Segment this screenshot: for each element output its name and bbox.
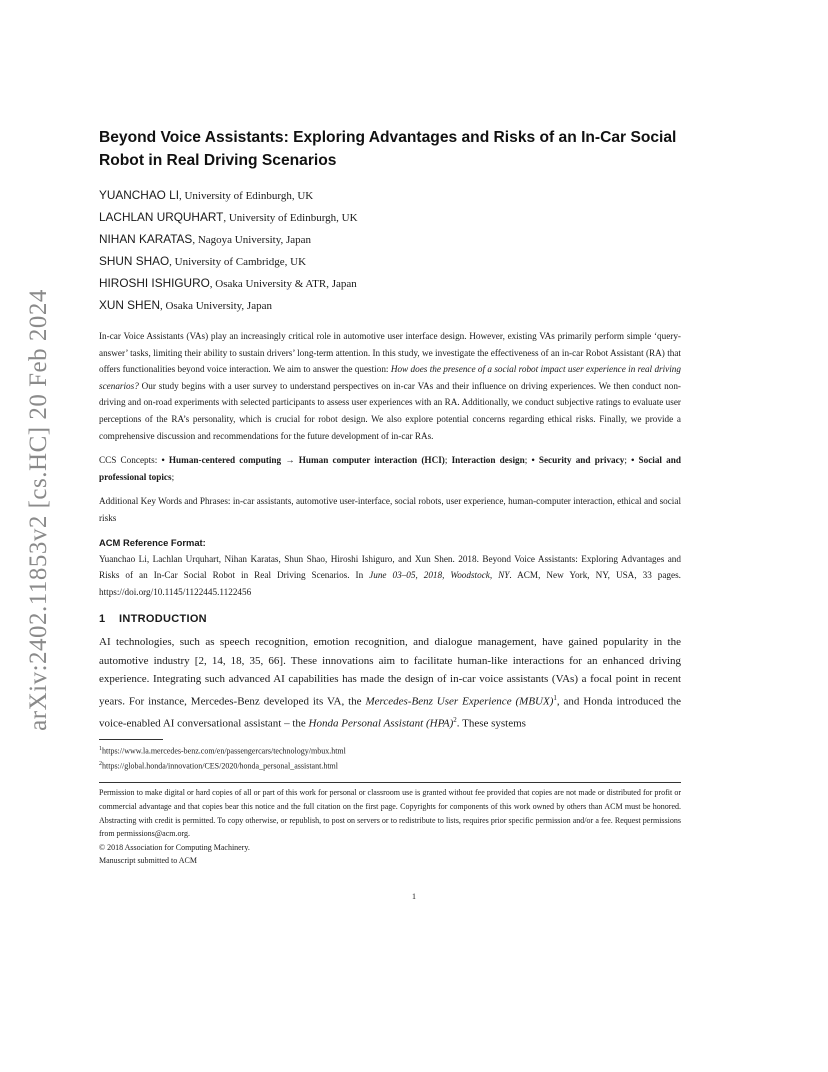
author-name: HIROSHI ISHIGURO [99, 276, 210, 290]
acm-reference-heading: ACM Reference Format: [99, 536, 206, 548]
ccs-item: • Human-centered computing → Human computer interaction (HCI) [161, 455, 445, 466]
footnote-link[interactable]: https://www.la.mercedes-benz.com/en/passengercars/technology/mbux.html [102, 746, 346, 756]
footnote-mark[interactable]: 1 [553, 693, 557, 702]
page-number: 1 [412, 892, 416, 901]
author-list [99, 184, 681, 316]
section-heading [99, 610, 681, 628]
ccs-separator: ; [171, 471, 175, 482]
ccs-item: Interaction design [451, 455, 525, 466]
ccs-separator: ; [624, 455, 632, 466]
author-name: YUANCHAO LI [99, 188, 179, 202]
author-entry: XUN SHEN, Osaka University, Japan [99, 298, 272, 312]
permission-notice [99, 782, 681, 868]
hpa-term: Honda Personal Assistant (HPA) [308, 717, 454, 730]
footnote-mark[interactable]: 2 [453, 715, 457, 724]
author-name: LACHLAN URQUHART [99, 210, 224, 224]
author-affiliation: Nagoya University, Japan [197, 234, 312, 246]
author-entry: NIHAN KARATAS, Nagoya University, Japan [99, 232, 312, 246]
section-title: INTRODUCTION [119, 613, 207, 626]
footnote-number: 2 [99, 760, 102, 767]
author-entry: HIROSHI ISHIGURO, Osaka University & ATR, Japan [99, 276, 357, 290]
ccs-item: • Security and privacy [531, 455, 625, 466]
intro-paragraph [99, 633, 681, 733]
footnote [99, 743, 681, 758]
acm-venue: June 03–05, 2018, Woodstock, NY [369, 570, 510, 581]
permission-text: Permission to make digital or hard copies of all or part of this work for personal or classroom use is granted without fee provided that copies are not made or distributed for profit or commercial advantage and that copies bear this notice and the full citation on the first page. Copyrights for components of this work owned by others than ACM must be honored. Abstracting with credit is permitted. To copy otherwise, or republish, to post on servers or to redistribute to lists, requires prior specific permission and/or a fee. Request permissions from permissions@acm.org. [99, 788, 681, 839]
paper-page [99, 126, 681, 868]
intro-text: . These systems [456, 717, 526, 730]
intro-text: , and Honda introduced the voice-enabled AI conversational assistant – the [99, 695, 681, 730]
abstract-text: Our study begins with a user survey to understand perspectives on in-car VAs and their influence on driving experiences. We then conduct non-driving and on-road experiments with selected participants to assess user experiences with an RA. Additionally, we conduct subjective ratings to evaluate user perceptions of the RA’s personality, which is crucial for robot design. We also explore potential concerns regarding ethical risks. Finally, we provide a comprehensive discussion and recommendations for the future development of in-car RAs. [99, 380, 681, 441]
arxiv-stamp [14, 290, 64, 730]
ccs-separator: ; [444, 455, 452, 466]
author-affiliation: University of Cambridge, UK [174, 256, 307, 268]
author-affiliation: University of Edinburgh, UK [228, 212, 358, 224]
author-affiliation: University of Edinburgh, UK [184, 190, 314, 202]
acm-reference-text: Yuanchao Li, Lachlan Urquhart, Nihan Karatas, Shun Shao, Hiroshi Ishiguro, and Xun Shen. 2018. Beyond Voice Assistants: Exploring Advantages and Risks of an In-Car Social Robot in Real Driving Scenarios. In [99, 553, 681, 581]
mbux-term: Mercedes-Benz User Experience (MBUX) [365, 695, 554, 708]
abstract-text: In-car Voice Assistants (VAs) play an increasingly critical role in automotive user interface design. However, existing VAs primarily perform simple ‘query-answer’ tasks, limiting their ability to sustain drivers’ long-term attention. In this study, we investigate the effectiveness of an in-car Robot Assistant (RA) that offers functionalities beyond voice interaction. We aim to answer the question: [99, 331, 681, 375]
author-entry: LACHLAN URQUHART, University of Edinburgh, UK [99, 210, 358, 224]
keywords: Additional Key Words and Phrases: in-car assistants, automotive user-interface, social robots, user experience, human-computer interaction, ethical and social risks [99, 496, 681, 523]
acm-reference-text: . ACM, New York, NY, USA, 33 pages. https://doi.org/10.1145/1122445.1122456 [99, 570, 681, 597]
ccs-concepts [99, 452, 681, 485]
ccs-item: • Social and professional topics [99, 455, 681, 482]
abstract [99, 328, 681, 444]
ccs-label: CCS Concepts: [99, 455, 162, 466]
author-name: XUN SHEN [99, 298, 160, 312]
author-entry: SHUN SHAO, University of Cambridge, UK [99, 254, 307, 268]
author-entry: YUANCHAO LI, University of Edinburgh, UK [99, 188, 314, 202]
copyright-line: © 2018 Association for Computing Machinery. [99, 842, 250, 852]
intro-text: AI technologies, such as speech recognition, emotion recognition, and dialogue management, have gained popularity in the automotive industry [2, 14, 18, 35, 66]. These innovations aim to facilitate human-like interactions for an enhanced driving experience. Integrating such advanced AI capabilities has made the design of in-car voice assistants (VAs) a focal point in recent years. For instance, Mercedes-Benz developed its VA, the [99, 636, 681, 708]
author-name: NIHAN KARATAS [99, 232, 193, 246]
acm-reference [99, 551, 681, 601]
research-question: How does the presence of a social robot impact user experience in real driving scenarios? [99, 364, 681, 391]
author-name: SHUN SHAO [99, 254, 170, 268]
footnote-number: 1 [99, 746, 102, 753]
author-affiliation: Osaka University, Japan [165, 300, 272, 312]
section-number: 1 [99, 613, 106, 626]
footnote-divider [99, 739, 163, 740]
paper-title: Beyond Voice Assistants: Exploring Advantages and Risks of an In-Car Social Robot in Real Driving Scenarios [99, 129, 677, 169]
arxiv-id: arXiv:2402.11853v2 [cs.HC] 20 Feb 2024 [25, 289, 52, 731]
footnote [99, 758, 681, 773]
ccs-separator: ; [524, 455, 532, 466]
manuscript-line: Manuscript submitted to ACM [99, 856, 197, 866]
author-affiliation: Osaka University & ATR, Japan [215, 278, 357, 290]
footnote-link[interactable]: https://global.honda/innovation/CES/2020/honda_personal_assistant.html [102, 761, 338, 771]
